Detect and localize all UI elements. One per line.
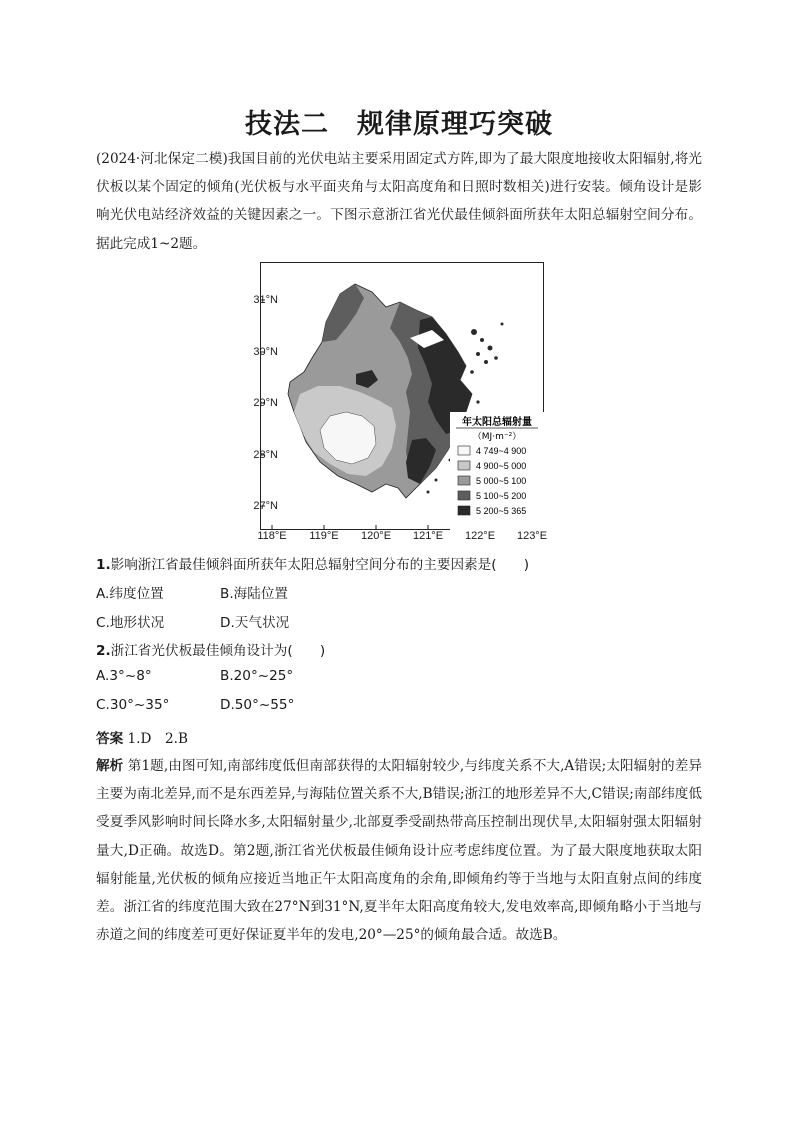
legend-swatch	[458, 476, 470, 485]
legend-label: 5 100~5 200	[476, 491, 527, 501]
answer-label: 答案	[96, 731, 124, 747]
y-tick: 27°N	[253, 500, 278, 512]
legend-label: 5 200~5 365	[476, 506, 527, 516]
x-tick: 118°E	[257, 530, 287, 542]
q2-option-c: C.30°~35°	[96, 697, 170, 713]
x-tick: 122°E	[464, 530, 496, 542]
q1-option-c: C.地形状况	[96, 615, 165, 631]
q2-option-d: D.50°~55°	[220, 697, 295, 713]
legend-title: 年太阳总辐射量	[462, 417, 532, 428]
page-title: 技法二 规律原理巧突破	[245, 109, 553, 140]
q1-option-d: D.天气状况	[220, 615, 290, 631]
question-1-text: 影响浙江省最佳倾斜面所获年太阳总辐射空间分布的主要因素是( )	[110, 557, 530, 573]
q1-option-a: A.纬度位置	[96, 586, 164, 602]
x-tick: 121°E	[412, 530, 444, 542]
answer-line	[96, 727, 188, 747]
y-tick: 30°N	[253, 346, 278, 358]
y-tick: 28°N	[253, 449, 278, 461]
legend-swatch	[458, 491, 470, 500]
question-2-number: 2.	[96, 643, 111, 659]
legend-swatch	[458, 506, 470, 515]
legend-unit: （MJ·m⁻²）	[472, 432, 522, 442]
q1-option-b: B.海陆位置	[220, 586, 289, 602]
x-tick: 119°E	[309, 530, 339, 542]
y-tick: 31°N	[253, 294, 278, 306]
x-tick: 120°E	[360, 530, 392, 542]
x-axis-ticks	[257, 530, 548, 546]
x-tick: 123°E	[516, 530, 548, 542]
question-2-text: 浙江省光伏板最佳倾角设计为( )	[110, 643, 326, 659]
intro-paragraph: (2024·河北保定二模)我国目前的光伏电站主要采用固定式方阵,即为了最大限度地接收太阳辐射,将光伏板以某个固定的倾角(光伏板与水平面夹角与太阳高度角和日照时数相关)进行安装。倾角设计是影响光伏电站经济效益的关键因素之一。下图示意浙江省光伏最佳倾斜面所获年太阳总辐射空间分布。据此完成1~2题。	[96, 151, 702, 252]
analysis-label: 解析	[96, 758, 124, 774]
legend-swatch	[458, 461, 470, 470]
y-tick: 29°N	[253, 397, 278, 409]
legend	[450, 412, 544, 530]
q2-option-b: B.20°~25°	[220, 668, 294, 684]
legend-label: 5 000~5 100	[476, 476, 527, 486]
analysis-paragraph	[96, 752, 702, 949]
analysis-text: 第1题,由图可知,南部纬度低但南部获得的太阳辐射较少,与纬度关系不大,A错误;太阳辐射的差异主要为南北差异,而不是东西差异,与海陆位置关系不大,B错误;浙江的地形差异不大,C错误;南部纬度低受夏季风影响时间长降水多,太阳辐射量少,北部夏季受副热带高压控制出现伏旱,太阳辐射强太阳辐射量大,D正确。故选D。第2题,浙江省光伏板最佳倾角设计应考虑纬度位置。为了最大限度地获取太阳辐射能量,光伏板的倾角应接近当地正午太阳高度角的余角,即倾角约等于当地与太阳直射点间的纬度差。浙江省的纬度范围大致在27°N到31°N,夏半年太阳高度角较大,发电效率高,即倾角略小于当地与赤道之间的纬度差可更好保证夏半年的发电,20°—25°的倾角最合适。故选B。	[96, 758, 702, 944]
y-axis-ticks	[248, 262, 278, 530]
zhejiang-radiation-map	[260, 262, 544, 530]
legend-swatch	[458, 446, 470, 455]
legend-label: 4 749~4 900	[476, 446, 527, 456]
question-1	[96, 553, 529, 573]
question-1-number: 1.	[96, 557, 111, 573]
q2-option-a: A.3°~8°	[96, 668, 152, 684]
question-2	[96, 639, 325, 659]
answer-text: 1.D 2.B	[127, 731, 188, 747]
legend-label: 4 900~5 000	[476, 461, 527, 471]
